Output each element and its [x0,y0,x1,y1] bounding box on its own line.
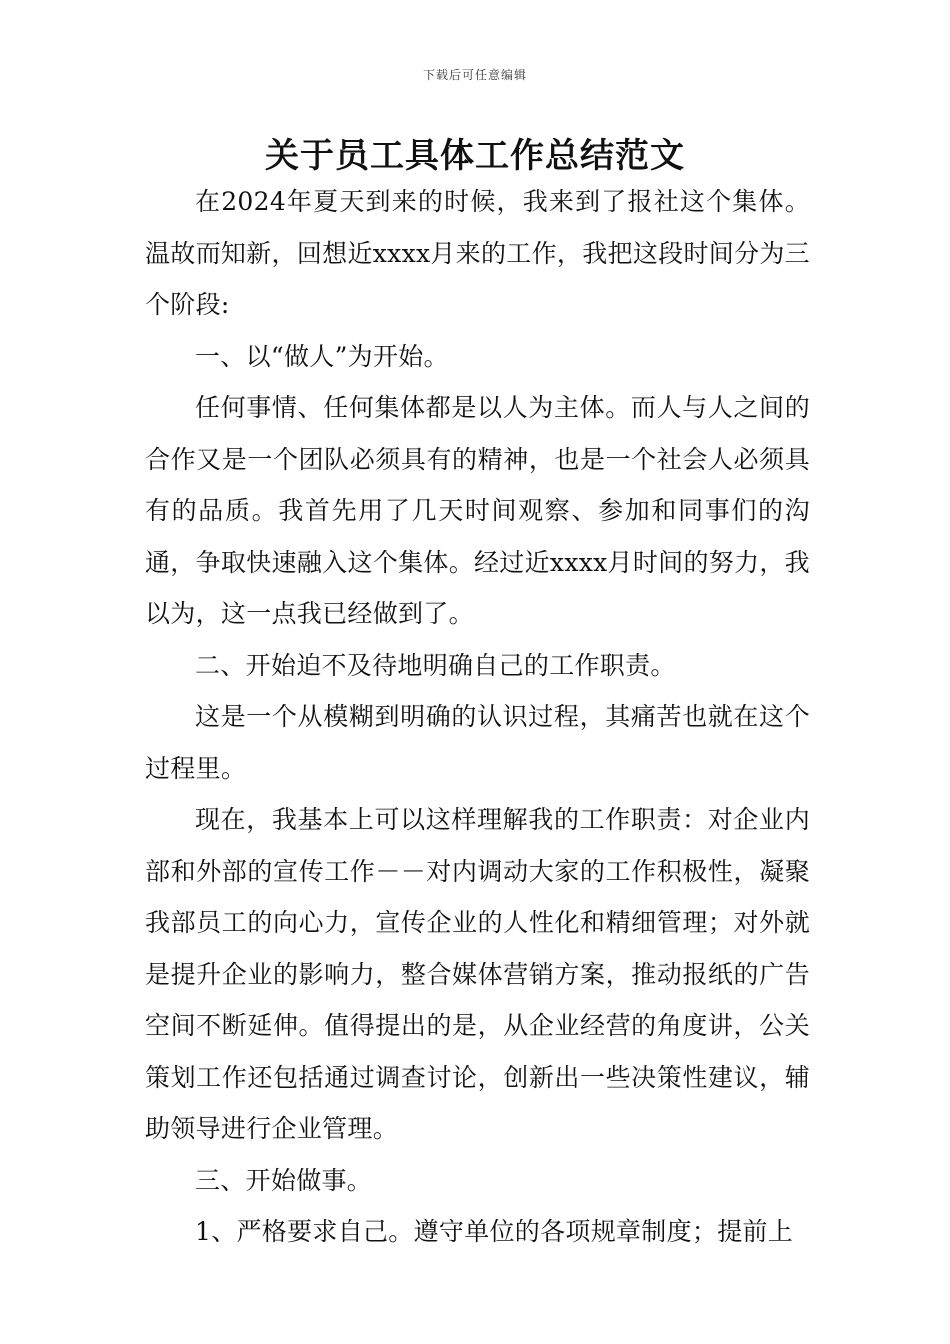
section-heading-1: 一、以“做人”为开始。 [195,341,449,371]
paragraph-intro: 在2024年夏天到来的时候，我来到了报社这个集体。温故而知新，回想近xxxx月来的工作，我把这段时间分为三个阶段: [145,187,810,319]
document-body [145,176,810,1258]
section-heading-3: 三、开始做事。 [195,1165,373,1195]
section-heading-2: 二、开始迫不及待地明确自己的工作职责。 [195,650,676,680]
paragraph-section-2b: 现在，我基本上可以这样理解我的工作职责：对企业内部和外部的宣传工作－－对内调动大家的工作积极性，凝聚我部员工的向心力，宣传企业的人性化和精细管理；对外就是提升企业的影响力，整合媒体营销方案，推动报纸的广告空间不断延伸。值得提出的是，从企业经营的角度讲，公关策划工作还包括通过调查讨论，创新出一些决策性建议，辅助领导进行企业管理。 [145,805,810,1143]
header-note: 下载后可任意编辑 [422,68,527,82]
paragraph-section-1: 任何事情、任何集体都是以人为主体。而人与人之间的合作又是一个团队必须具有的精神，也是一个社会人必须具有的品质。我首先用了几天时间观察、参加和同事们的沟通，争取快速融入这个集体。经过近xxxx月时间的努力，我以为，这一点我已经做到了。 [145,393,810,628]
paragraph-section-2a: 这是一个从模糊到明确的认识过程，其痛苦也就在这个过程里。 [145,702,810,783]
paragraph-section-3-item-1: 1、严格要求自己。遵守单位的各项规章制度；提前上 [195,1217,794,1246]
document-title: 关于员工具体工作总结范文 [265,136,685,176]
